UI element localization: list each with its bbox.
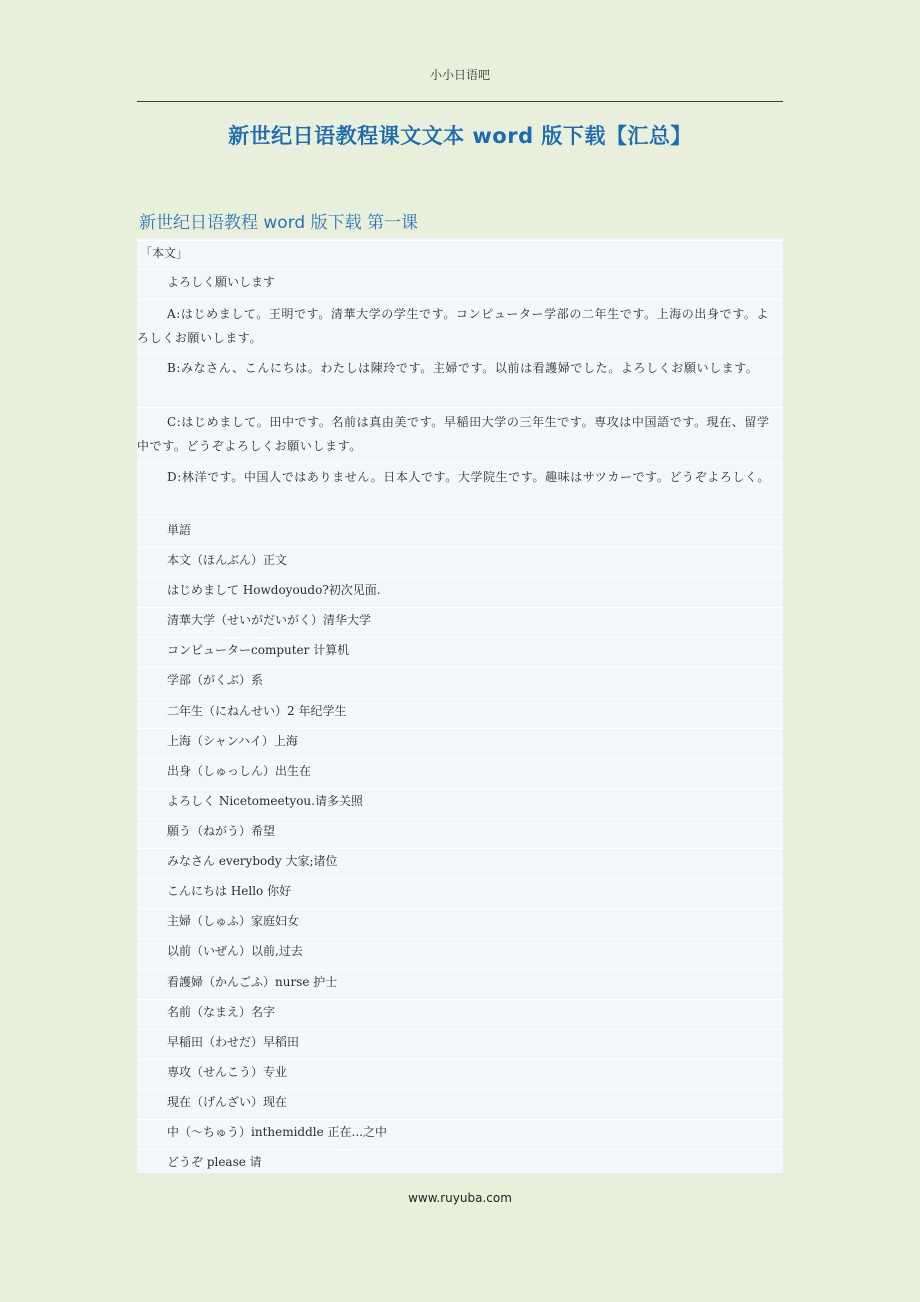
vocab-item: 以前（いぜん）以前,过去 <box>137 938 783 967</box>
page-header-site-name: 小小日语吧 <box>429 68 490 82</box>
vocab-item: 上海（シャンハイ）上海 <box>137 728 783 757</box>
vocab-item: 二年生（にねんせい）2 年纪学生 <box>137 698 783 727</box>
vocab-label: 単語 <box>137 517 783 546</box>
vocab-item: こんにちは Hello 你好 <box>137 878 783 907</box>
vocab-item: 専攻（せんこう）专业 <box>137 1059 783 1088</box>
section-heading: 新世纪日语教程 word 版下载 第一课 <box>139 213 418 233</box>
vocab-item: 名前（なまえ）名字 <box>137 999 783 1028</box>
vocab-item: どうぞ please 请 <box>137 1149 783 1173</box>
dialogue-paragraph-c: C:はじめまして。田中です。名前は真由美です。早稲田大学の三年生です。専攻は中国語です。現在、留学中です。どうぞよろしくお願いします。 <box>137 407 783 460</box>
vocab-item: 出身（しゅっしん）出生在 <box>137 758 783 787</box>
vocab-item: 主婦（しゅふ）家庭妇女 <box>137 908 783 937</box>
vocab-item: みなさん everybody 大家;诸位 <box>137 848 783 877</box>
vocab-item: コンピューターcomputer 计算机 <box>137 637 783 666</box>
vocab-item: 願う（ねがう）希望 <box>137 818 783 847</box>
document-title: 新世纪日语教程课文文本 word 版下载【汇总】 <box>228 124 692 148</box>
header-divider <box>137 101 783 102</box>
vocab-item: 中（～ちゅう）inthemiddle 正在...之中 <box>137 1119 783 1148</box>
vocab-item: はじめまして Howdoyoudo?初次见面. <box>137 577 783 606</box>
dialogue-paragraph-a: A:はじめまして。王明です。清華大学の学生です。コンピューター学部の二年生です。上海の出身です。よろしくお願いします。 <box>137 299 783 352</box>
greeting-line: よろしく願いします <box>137 269 783 298</box>
honbun-label: 「本文」 <box>137 240 783 268</box>
page-footer-url: www.ruyuba.com <box>408 1191 512 1205</box>
vocab-item: 本文（ほんぶん）正文 <box>137 547 783 576</box>
vocab-item: 学部（がくぶ）系 <box>137 667 783 696</box>
vocab-item: よろしく Nicetomeetyou.请多关照 <box>137 788 783 817</box>
dialogue-paragraph-b: B:みなさん、こんにちは。わたしは陳玲です。主婦です。以前は看護婦でした。よろしくお願いします。 <box>137 353 783 406</box>
dialogue-paragraph-d: D:林洋です。中国人ではありません。日本人です。大学院生です。趣味はサツカーです。どうぞよろしく。 <box>137 462 783 515</box>
vocab-item: 早稲田（わせだ）早稻田 <box>137 1029 783 1058</box>
vocab-item: 看護婦（かんごふ）nurse 护士 <box>137 969 783 998</box>
vocab-item: 現在（げんざい）现在 <box>137 1089 783 1118</box>
vocab-item: 清華大学（せいがだいがく）清华大学 <box>137 607 783 636</box>
lesson-content <box>137 238 783 1173</box>
